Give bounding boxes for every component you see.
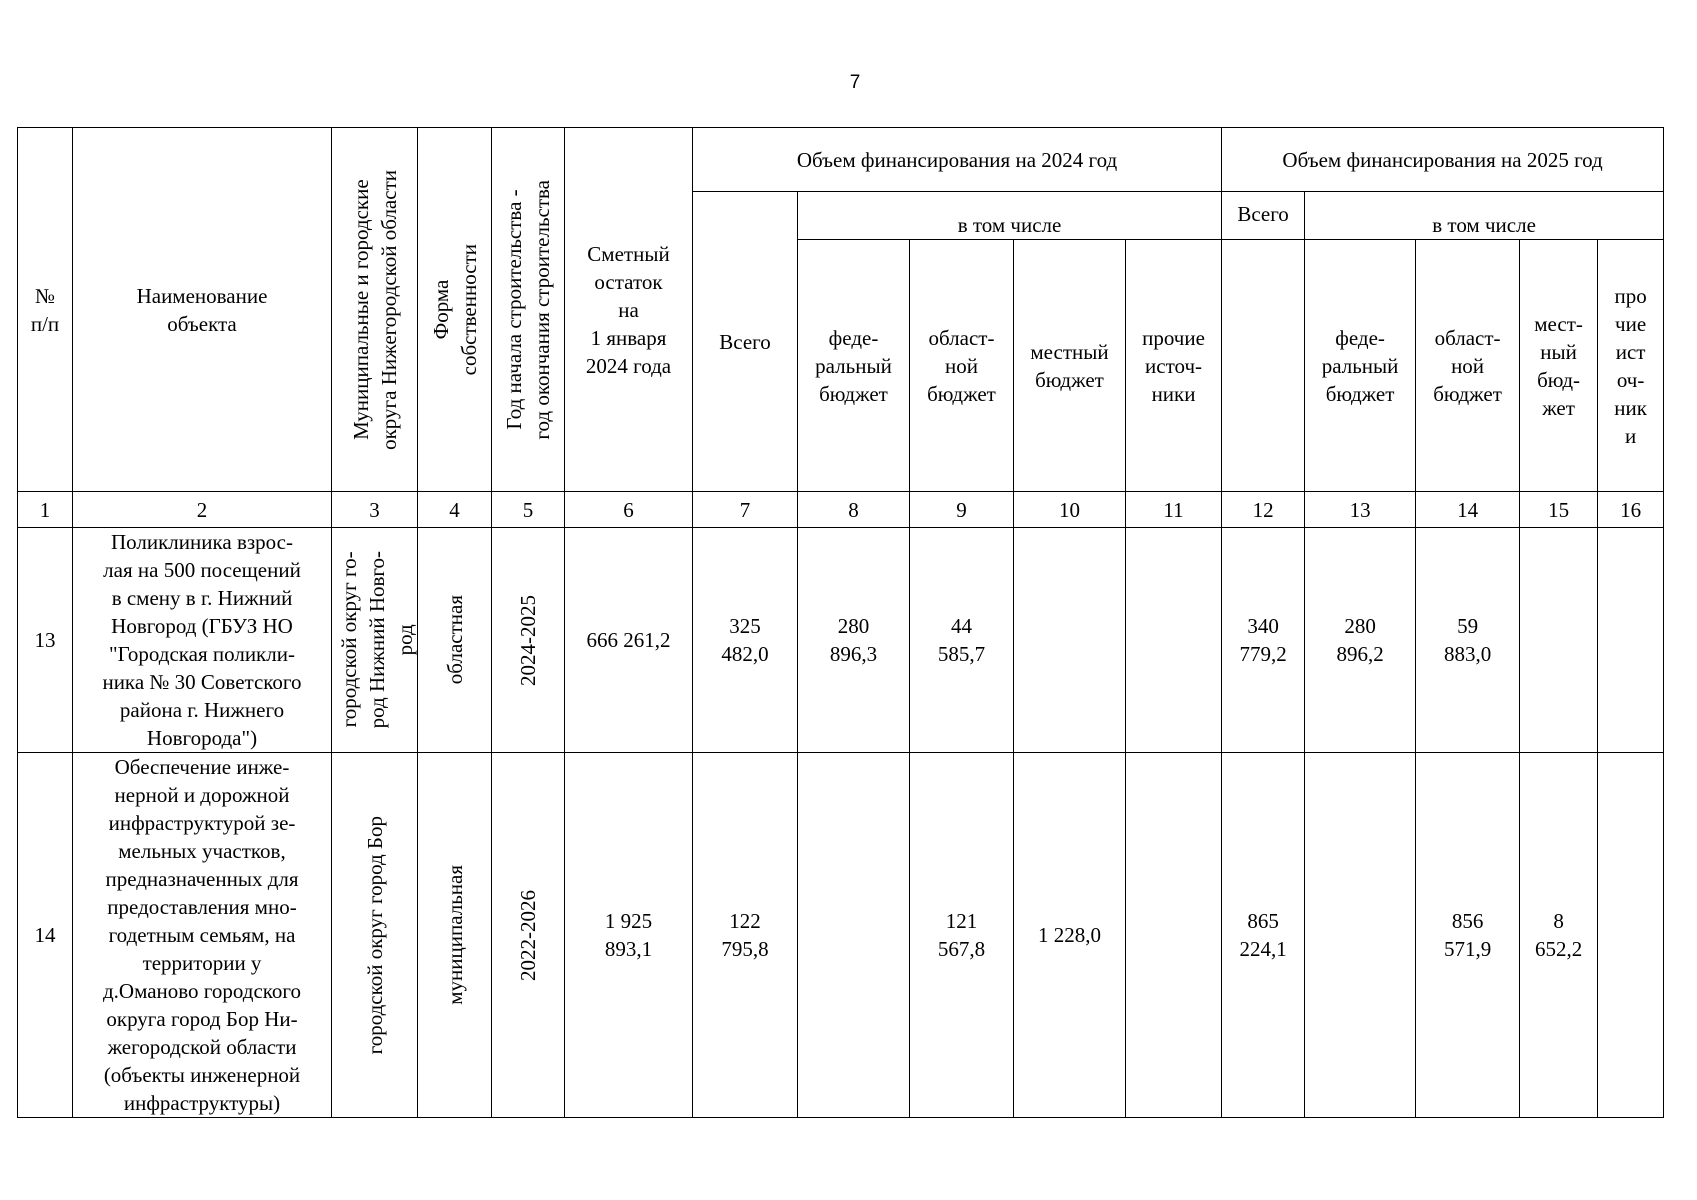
header-total-2024: Всего	[693, 192, 798, 492]
column-number: 16	[1598, 492, 1664, 528]
row-number: 13	[18, 528, 73, 753]
financing-table	[17, 127, 1664, 1118]
column-number: 14	[1416, 492, 1520, 528]
federal-2024: 280 896,3	[798, 528, 910, 753]
header-district: Муниципальные и городские округа Нижегородской области	[348, 169, 401, 450]
ownership: областная	[442, 595, 467, 685]
header-financing-2025: Объем финансирования на 2025 год	[1222, 128, 1664, 192]
header-local-2025: мест- ный бюд- жет	[1520, 240, 1598, 492]
header-federal-2025: феде- ральный бюджет	[1305, 240, 1416, 492]
federal-2024	[798, 753, 910, 1118]
column-number: 8	[798, 492, 910, 528]
other-2025	[1598, 528, 1664, 753]
other-2024	[1126, 528, 1222, 753]
column-number: 6	[565, 492, 693, 528]
ownership-cell	[418, 528, 492, 753]
other-2025	[1598, 753, 1664, 1118]
local-2024: 1 228,0	[1014, 753, 1126, 1118]
header-including-2025: в том числе	[1305, 192, 1664, 240]
total-2025: 340 779,2	[1222, 528, 1305, 753]
header-years: Год начала строительства - год окончания строительства	[502, 179, 554, 440]
column-number: 11	[1126, 492, 1222, 528]
local-2025: 8 652,2	[1520, 753, 1598, 1118]
table-row	[18, 753, 1664, 1118]
header-financing-2024: Объем финансирования на 2024 год	[693, 128, 1222, 192]
header-other-2024: прочие источ- ники	[1126, 240, 1222, 492]
years: 2024-2025	[516, 594, 540, 686]
column-number: 4	[418, 492, 492, 528]
district-cell	[332, 753, 418, 1118]
ownership-cell	[418, 753, 492, 1118]
column-number-row	[18, 492, 1664, 528]
total-2024: 325 482,0	[693, 528, 798, 753]
header-name: Наименование объекта	[73, 128, 332, 492]
district: городской округ город Бор	[362, 815, 387, 1055]
local-2025	[1520, 528, 1598, 753]
federal-2025	[1305, 753, 1416, 1118]
header-other-2025: про чие ист оч- ник и	[1598, 240, 1664, 492]
header-blank-2025	[1222, 240, 1305, 492]
column-number: 13	[1305, 492, 1416, 528]
years: 2022-2026	[516, 889, 540, 981]
header-ownership: Форма собственности	[428, 243, 481, 376]
regional-2025: 59 883,0	[1416, 528, 1520, 753]
header-number: № п/п	[18, 128, 73, 492]
column-number: 9	[910, 492, 1014, 528]
page-number: 7	[849, 72, 861, 93]
column-number: 15	[1520, 492, 1598, 528]
district-cell	[332, 528, 418, 753]
regional-2024: 121 567,8	[910, 753, 1014, 1118]
column-number: 1	[18, 492, 73, 528]
estimate-balance: 666 261,2	[565, 528, 693, 753]
total-2024: 122 795,8	[693, 753, 798, 1118]
table-row	[18, 528, 1664, 753]
header-district-cell	[332, 128, 418, 492]
regional-2024: 44 585,7	[910, 528, 1014, 753]
years-cell	[492, 528, 565, 753]
estimate-balance: 1 925 893,1	[565, 753, 693, 1118]
header-estimate: Сметный остаток на 1 января 2024 года	[565, 128, 693, 492]
header-local-2024: местный бюджет	[1014, 240, 1126, 492]
total-2025: 865 224,1	[1222, 753, 1305, 1118]
column-number: 12	[1222, 492, 1305, 528]
local-2024	[1014, 528, 1126, 753]
header-federal-2024: феде- ральный бюджет	[798, 240, 910, 492]
column-number: 10	[1014, 492, 1126, 528]
federal-2025: 280 896,2	[1305, 528, 1416, 753]
header-regional-2024: област- ной бюджет	[910, 240, 1014, 492]
years-cell	[492, 753, 565, 1118]
column-number: 7	[693, 492, 798, 528]
header-ownership-cell	[418, 128, 492, 492]
object-name: Поликлиника взрос- лая на 500 посещений в смену в г. Нижний Новгород (ГБУЗ НО "Городская поликли- ника № 30 Советского района г. Нижнего Новгорода")	[73, 528, 332, 753]
column-number: 5	[492, 492, 565, 528]
column-number: 3	[332, 492, 418, 528]
header-including-2024: в том числе	[798, 192, 1222, 240]
object-name: Обеспечение инже- нерной и дорожной инфраструктурой зе- мельных участков, предназначенных для предоставления мно- годетным семьям, на территории у д.Оманово городского округа город Бор Ни- жегородской области (объекты инженерной инфраструктуры)	[73, 753, 332, 1118]
header-regional-2025: област- ной бюджет	[1416, 240, 1520, 492]
column-number: 2	[73, 492, 332, 528]
other-2024	[1126, 753, 1222, 1118]
ownership: муниципальная	[442, 865, 467, 1005]
row-number: 14	[18, 753, 73, 1118]
header-total-2025: Всего	[1222, 192, 1305, 240]
district: городской округ го- род Нижний Новго- род	[337, 551, 417, 729]
regional-2025: 856 571,9	[1416, 753, 1520, 1118]
header-years-cell	[492, 128, 565, 492]
